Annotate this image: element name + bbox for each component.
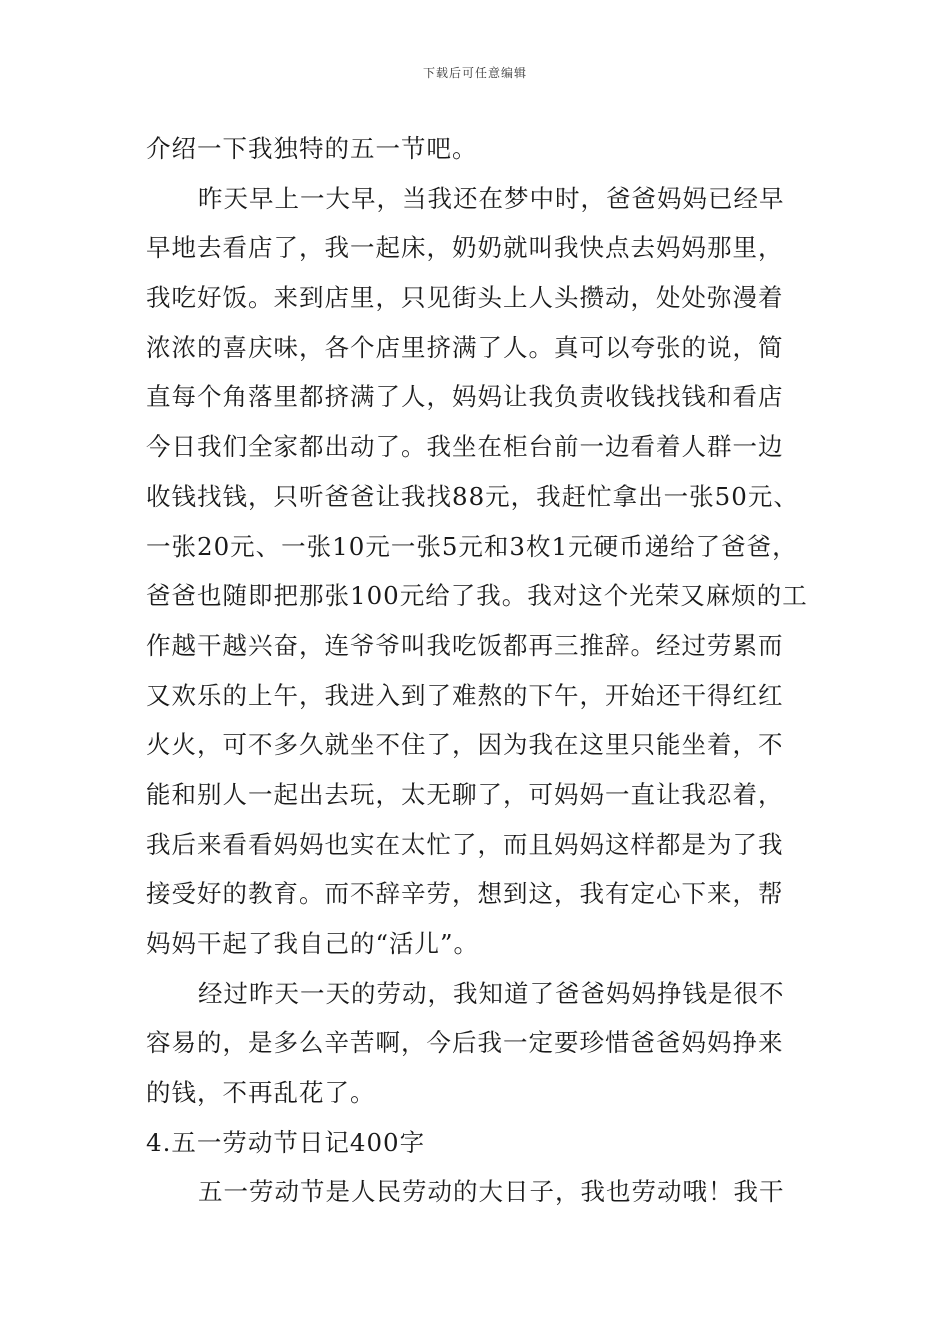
text-line: 容易的，是多么辛苦啊，今后我一定要珍惜爸爸妈妈挣来: [146, 1028, 784, 1058]
text-line: 浓浓的喜庆味，各个店里挤满了人。真可以夸张的说，简: [146, 332, 784, 362]
paragraph-start-line: 昨天早上一大早，当我还在梦中时，爸爸妈妈已经早: [198, 183, 785, 213]
text-line: 妈妈干起了我自己的“活儿”。: [146, 929, 480, 958]
text-line: 又欢乐的上午，我进入到了难熬的下午，开始还干得红红: [146, 680, 784, 710]
page-header: 下载后可任意编辑: [422, 66, 527, 80]
text-line: 爸爸也随即把那张100元给了我。我对这个光荣又麻烦的工: [146, 581, 808, 611]
text-line: 作越干越兴奋，连爷爷叫我吃饭都再三推辞。经过劳累而: [146, 630, 784, 660]
text-line: 一张20元、一张10元一张5元和3枚1元硬币递给了爸爸，: [146, 531, 798, 561]
text-line: 直每个角落里都挤满了人，妈妈让我负责收钱找钱和看店: [146, 382, 784, 412]
paragraph-start-line: 五一劳动节是人民劳动的大日子，我也劳动哦！我干: [198, 1177, 785, 1207]
text-line: 我吃好饭。来到店里，只见街头上人头攒动，处处弥漫着: [146, 283, 784, 313]
text-line: 早地去看店了，我一起床，奶奶就叫我快点去妈妈那里，: [146, 233, 784, 263]
text-line: 的钱，不再乱花了。: [146, 1078, 376, 1108]
document-body: [146, 124, 816, 1217]
text-line: 介绍一下我独特的五一节吧。: [146, 134, 478, 163]
paragraph-start-line: 经过昨天一天的劳动，我知道了爸爸妈妈挣钱是很不: [198, 978, 785, 1008]
text-line: 今日我们全家都出动了。我坐在柜台前一边看着人群一边: [146, 432, 784, 462]
section-heading: 4.五一劳动节日记400字: [146, 1127, 426, 1157]
text-line: 能和别人一起出去玩，太无聊了，可妈妈一直让我忍着，: [146, 779, 784, 809]
text-line: 我后来看看妈妈也实在太忙了，而且妈妈这样都是为了我: [146, 829, 784, 859]
text-line: 火火，可不多久就坐不住了，因为我在这里只能坐着，不: [146, 730, 784, 760]
text-line: 收钱找钱，只听爸爸让我找88元，我赶忙拿出一张50元、: [146, 481, 799, 511]
text-line: 接受好的教育。而不辞辛劳，想到这，我有定心下来，帮: [146, 879, 784, 909]
